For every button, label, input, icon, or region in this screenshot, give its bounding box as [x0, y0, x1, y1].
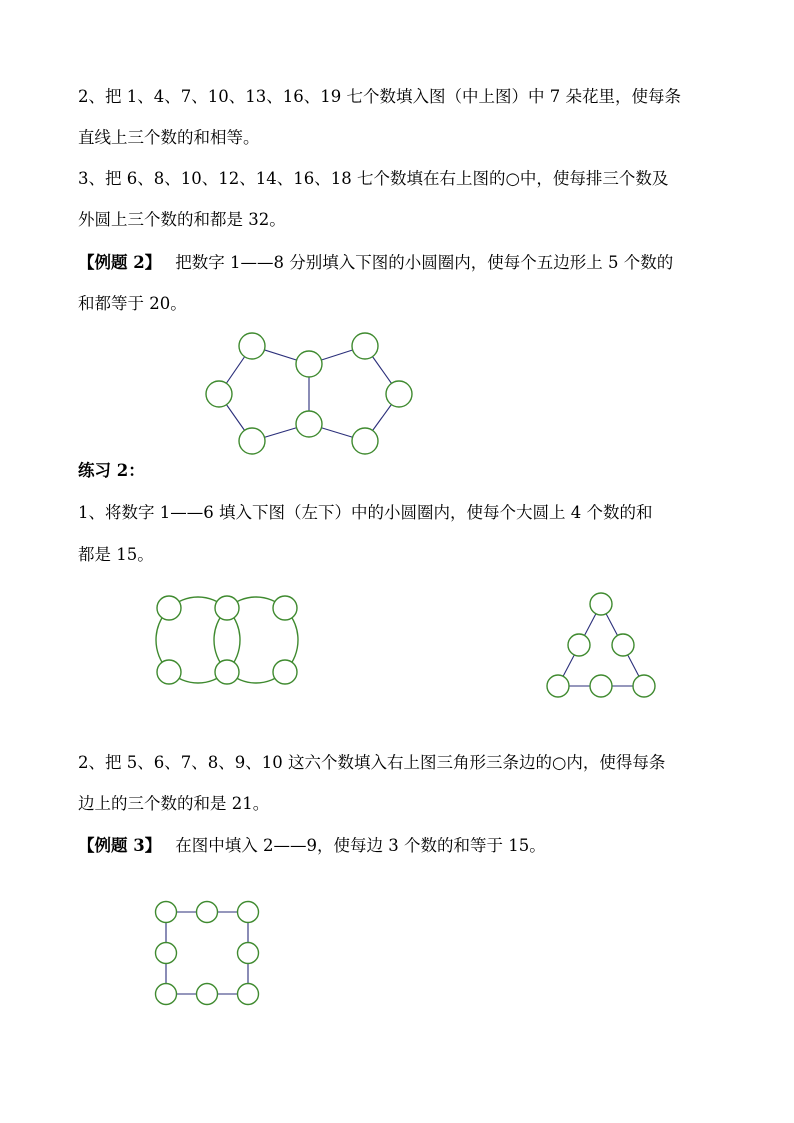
- practice-2-q2-line-1: 2、把 5、6、7、8、9、10 这六个数填入右上图三角形三条边的○内，使得每条: [78, 753, 666, 772]
- square-node[interactable]: [156, 902, 177, 923]
- square-node[interactable]: [156, 943, 177, 964]
- practice-2-q1-line-2: 都是 15。: [78, 545, 154, 564]
- square-node[interactable]: [238, 984, 259, 1005]
- example-2-line-2: 和都等于 20。: [78, 294, 187, 313]
- square-node[interactable]: [238, 943, 259, 964]
- problem-2-line-1: 2、把 1、4、7、10、13、16、19 七个数填入图（中上图）中 7 朵花里，使每条: [78, 87, 681, 106]
- example-2-label: 【例题 2】: [78, 253, 162, 272]
- square-node[interactable]: [238, 902, 259, 923]
- example-2-text: 把数字 1——8 分别填入下图的小圆圈内，使每个五边形上 5 个数的: [175, 253, 674, 272]
- square-node[interactable]: [156, 984, 177, 1005]
- problem-2-line-2: 直线上三个数的和相等。: [78, 128, 260, 147]
- practice-2-q2-line-2: 边上的三个数的和是 21。: [78, 794, 270, 813]
- example-3-text: 在图中填入 2——9，使每边 3 个数的和等于 15。: [175, 836, 546, 855]
- practice-2-heading: 练习 2：: [78, 461, 145, 480]
- problem-3-line-1: 3、把 6、8、10、12、14、16、18 七个数填在右上图的○中，使每排三个数及: [78, 169, 669, 188]
- square-edges: [166, 912, 248, 994]
- square-node[interactable]: [197, 902, 218, 923]
- example-3-label: 【例题 3】: [78, 836, 162, 855]
- square-node[interactable]: [197, 984, 218, 1005]
- problem-3-line-2: 外圆上三个数的和都是 32。: [78, 210, 286, 229]
- practice-2-q1-line-1: 1、将数字 1——6 填入下图（左下）中的小圆圈内，使每个大圆上 4 个数的和: [78, 503, 653, 522]
